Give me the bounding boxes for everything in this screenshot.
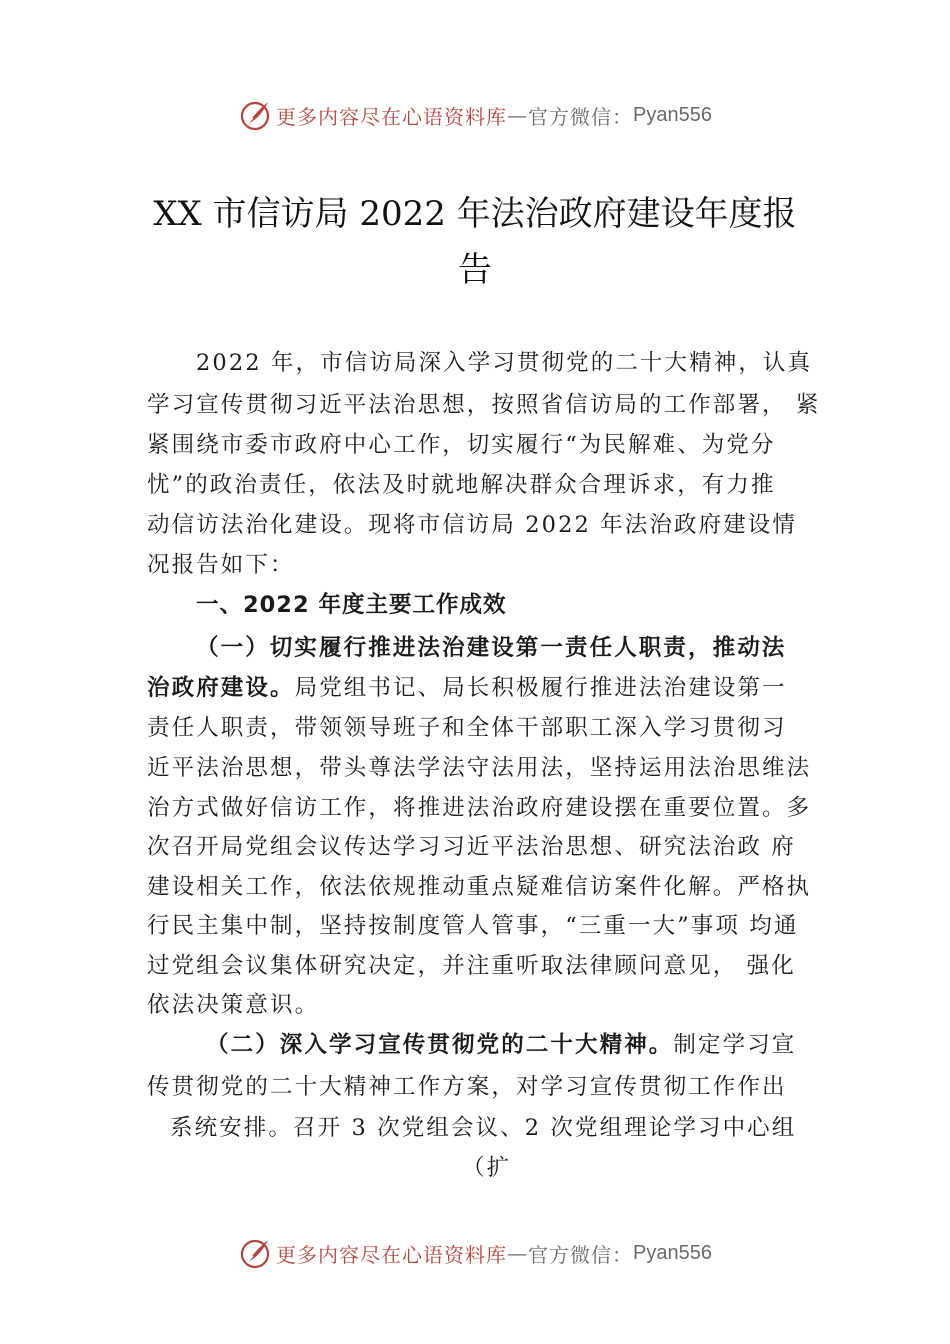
banner-wechat-label: 官方微信： xyxy=(528,104,634,129)
para2-line-1 xyxy=(206,1030,796,1060)
banner-promo-text: 更多内容尽在心语资料库 xyxy=(276,1242,508,1267)
document-title xyxy=(120,186,830,298)
para1-line-2 xyxy=(147,673,787,703)
banner-dash: — xyxy=(507,1241,529,1265)
para1-line-9: 过党组会议集体研究决定，并注重听取法律顾问意见， 强化 xyxy=(147,953,796,979)
section-heading-1: 一、2022 年度主要工作成效 xyxy=(196,592,507,618)
para1-line-6: 次召开局党组会议传达学习习近平法治思想、研究法治政 府 xyxy=(147,834,796,860)
banner-wechat-label: 官方微信： xyxy=(528,1242,634,1267)
para1-heading-line: （一）切实履行推进法治建设第一责任人职责，推动法 xyxy=(196,635,787,661)
banner-wechat-id: Pyan556 xyxy=(633,103,712,126)
quill-logo-icon xyxy=(238,98,272,132)
para1-line-5: 治方式做好信访工作，将推进法治政府建设摆在重要位置。多 xyxy=(147,795,812,821)
quill-logo-icon xyxy=(238,1236,272,1270)
title-line-2: 告 xyxy=(458,250,492,290)
para1-line-3: 责任人职责，带领领导班子和全体干部职工深入学习贯彻习 xyxy=(147,715,787,741)
banner-dash: — xyxy=(507,103,529,127)
intro-line-2: 学习宣传贯彻习近平法治思想，按照省信访局的工作部署， 紧 xyxy=(147,392,821,418)
para1-heading-tail: 治政府建设。 xyxy=(147,675,295,701)
para1-line-2-text: 局党组书记、局长积极履行推进法治建设第一 xyxy=(294,675,787,701)
footer-banner xyxy=(0,1233,950,1273)
para1-line-10: 依法决策意识。 xyxy=(147,992,320,1018)
intro-line-1: 2022 年，市信访局深入学习贯彻党的二十大精神，认真 xyxy=(196,350,813,376)
banner-promo-text: 更多内容尽在心语资料库 xyxy=(276,104,508,129)
intro-line-4: 忧”的政治责任，依法及时就地解决群众合理诉求，有力推 xyxy=(147,472,776,498)
para2-line-1-text: 制定学习宣 xyxy=(673,1032,797,1058)
title-line-1: XX 市信访局 2022 年法治政府建设年度报 xyxy=(153,194,797,234)
banner-wechat-id: Pyan556 xyxy=(633,1241,712,1264)
para2-line-4: （扩 xyxy=(462,1155,512,1181)
header-banner xyxy=(0,95,950,135)
intro-line-6: 况报告如下： xyxy=(147,552,295,578)
para1-line-7: 建设相关工作，依法依规推动重点疑难信访案件化解。严格执 xyxy=(147,874,812,900)
para1-line-4: 近平法治思想，带头尊法学法守法用法，坚持运用法治思维法 xyxy=(147,755,812,781)
para2-heading: （二）深入学习宣传贯彻党的二十大精神。 xyxy=(206,1032,674,1058)
intro-line-3: 紧围绕市委市政府中心工作，切实履行“为民解难、为党分 xyxy=(147,432,776,458)
para2-line-2: 传贯彻党的二十大精神工作方案，对学习宣传贯彻工作作出 xyxy=(147,1074,787,1100)
para2-line-3: 系统安排。召开 3 次党组会议、2 次党组理论学习中心组 xyxy=(170,1115,797,1141)
intro-line-5: 动信访法治化建设。现将市信访局 2022 年法治政府建设情 xyxy=(147,512,797,538)
para1-line-8: 行民主集中制，坚持按制度管人管事，“三重一大”事项 均通 xyxy=(147,913,799,939)
